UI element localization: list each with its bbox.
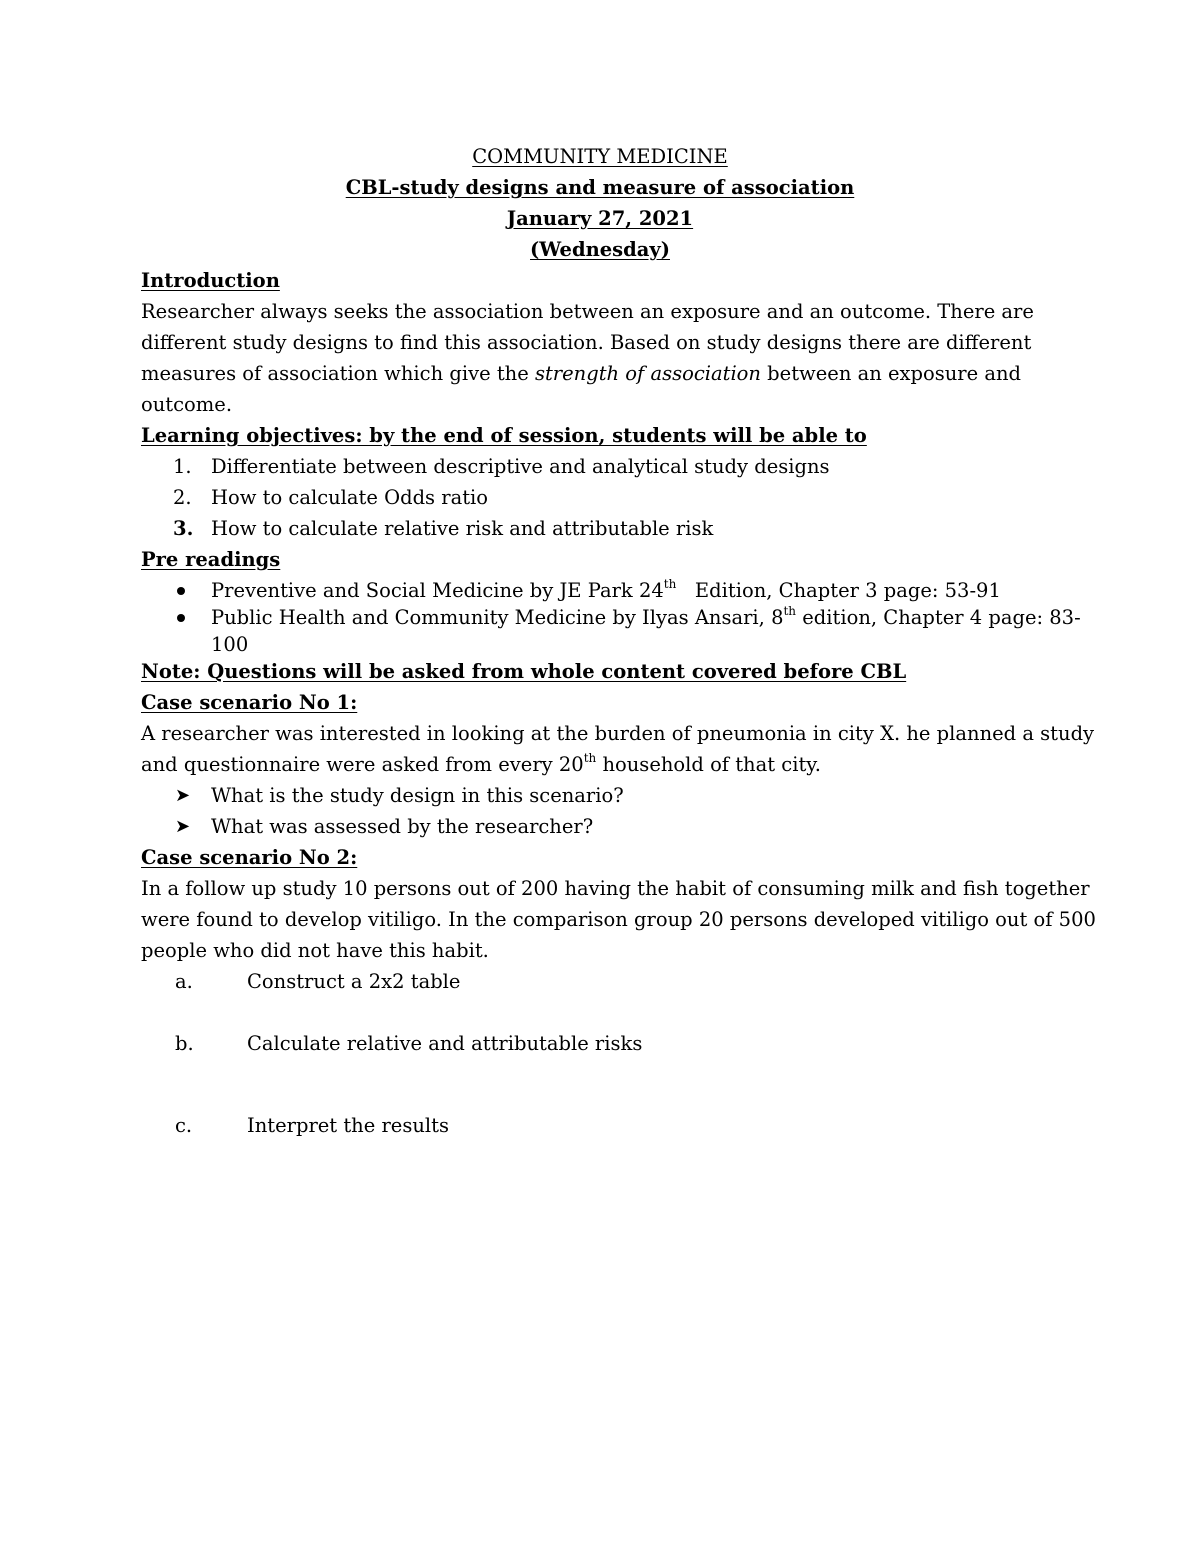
reading-text: Preventive and Social Medicine by JE Park 24 (211, 579, 664, 602)
reading-text: edition, Chapter 4 page: 83- (796, 606, 1081, 629)
reading-item-continuation: 100 (211, 633, 249, 656)
case1-text: and questionnaire were asked from every 20 (141, 753, 584, 776)
reading-text: Edition, Chapter 3 page: 53-91 (676, 579, 1001, 602)
case1-line (141, 750, 821, 777)
emphasis-text: strength of association (534, 362, 761, 385)
introduction-line: different study designs to find this association. Based on study designs there are different (141, 331, 1032, 354)
case2-task: Calculate relative and attributable risks (247, 1032, 643, 1055)
superscript: th (783, 603, 797, 618)
reading-item (211, 576, 1001, 603)
arrow-bullet-icon: ➤ (175, 816, 191, 837)
case1-question: What is the study design in this scenario? (211, 784, 624, 807)
case2-heading: Case scenario No 2: (141, 846, 358, 869)
case2-line: people who did not have this habit. (141, 939, 489, 962)
task-letter: c. (175, 1114, 193, 1137)
introduction-text: between an exposure and (760, 362, 1022, 385)
case1-heading: Case scenario No 1: (141, 691, 358, 714)
bullet-icon (177, 614, 185, 622)
case2-line: In a follow up study 10 persons out of 200 having the habit of consuming milk and fish together (141, 877, 1090, 900)
case2-task: Construct a 2x2 table (247, 970, 461, 993)
introduction-line (141, 362, 1021, 386)
list-number: 3. (173, 517, 194, 540)
session-title: CBL-study designs and measure of association (345, 176, 855, 199)
objective-item: How to calculate relative risk and attributable risk (211, 517, 714, 540)
course-title: COMMUNITY MEDICINE (472, 145, 728, 168)
arrow-bullet-icon: ➤ (175, 785, 191, 806)
introduction-line: outcome. (141, 393, 233, 416)
reading-text: Public Health and Community Medicine by Ilyas Ansari, 8 (211, 606, 784, 629)
case1-question: What was assessed by the researcher? (211, 815, 594, 838)
note-text: Note: Questions will be asked from whole content covered before CBL (141, 660, 907, 683)
objective-item: How to calculate Odds ratio (211, 486, 489, 509)
objective-item: Differentiate between descriptive and analytical study designs (211, 455, 830, 478)
session-day: (Wednesday) (530, 238, 670, 261)
case2-task: Interpret the results (247, 1114, 449, 1137)
introduction-heading: Introduction (141, 269, 280, 292)
introduction-line: Researcher always seeks the association between an exposure and an outcome. There are (141, 300, 1034, 323)
pre-readings-heading: Pre readings (141, 548, 281, 571)
superscript: th (663, 576, 677, 591)
list-number: 1. (173, 455, 192, 478)
superscript: th (583, 750, 597, 765)
introduction-text: measures of association which give the (141, 362, 535, 385)
case1-text: household of that city. (596, 753, 821, 776)
case2-line: were found to develop vitiligo. In the comparison group 20 persons developed vitiligo out of 500 (141, 908, 1096, 931)
task-letter: a. (175, 970, 193, 993)
reading-item (211, 603, 1081, 630)
case1-line: A researcher was interested in looking at the burden of pneumonia in city X. he planned a study (141, 722, 1095, 745)
bullet-icon (177, 587, 185, 595)
task-letter: b. (175, 1032, 194, 1055)
list-number: 2. (173, 486, 192, 509)
session-date: January 27, 2021 (506, 207, 694, 230)
objectives-heading: Learning objectives: by the end of session, students will be able to (141, 424, 867, 447)
